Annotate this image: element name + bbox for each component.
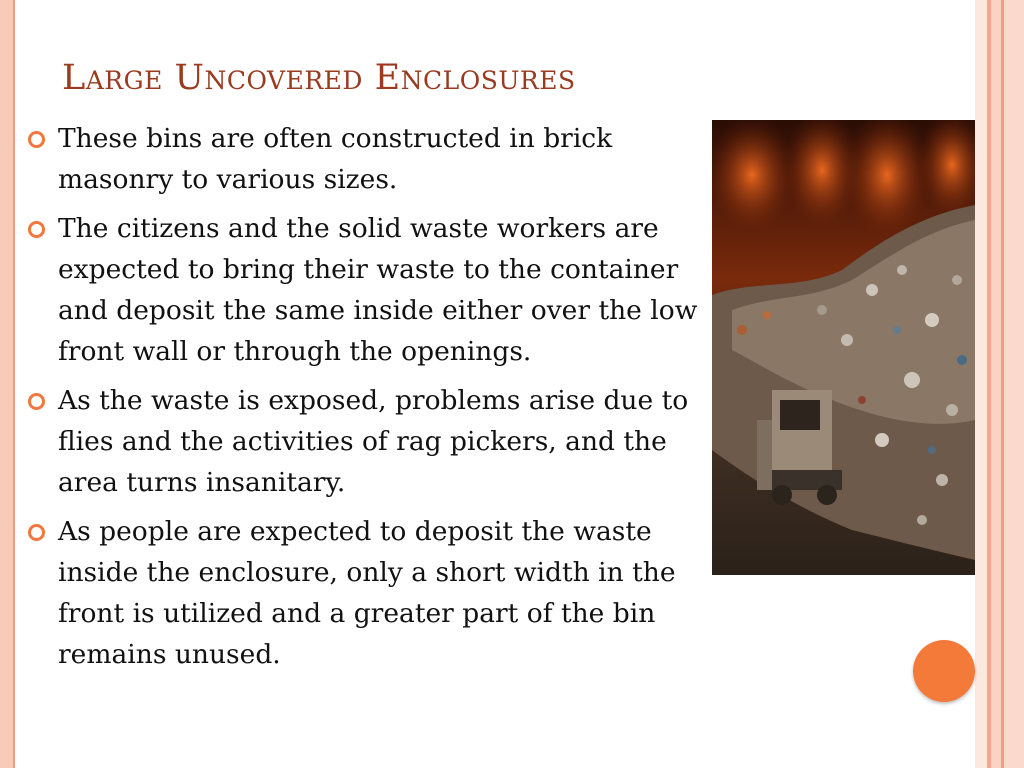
bullet-text: As people are expected to deposit the waste inside the enclosure, only a short width in the front is utilized and a greater part of the bin remains unused. [58, 516, 676, 670]
right-stripe-decoration [975, 0, 987, 768]
left-border-decoration [0, 0, 13, 768]
bullet-item [26, 208, 706, 372]
slide-title: Large Uncovered Enclosures [62, 58, 576, 98]
left-border-line [13, 0, 15, 768]
bullet-icon [28, 524, 45, 541]
bullet-icon [28, 131, 45, 148]
bullet-item [26, 511, 706, 675]
bullet-text: The citizens and the solid waste workers are expected to bring their waste to the container and deposit the same inside either over the low front wall or through the openings. [58, 213, 698, 367]
decorative-orange-circle [913, 640, 975, 702]
waste-dump-illustration [712, 120, 975, 575]
bullet-item [26, 118, 706, 200]
bullet-text: These bins are often constructed in brick masonry to various sizes. [58, 123, 613, 195]
waste-dump-photo [712, 120, 975, 575]
bullet-icon [28, 221, 45, 238]
right-stripe-decoration [1004, 0, 1024, 768]
bullet-item [26, 380, 706, 503]
right-stripe-decoration [991, 0, 1001, 768]
bullet-icon [28, 393, 45, 410]
bullet-list [26, 118, 706, 683]
bullet-text: As the waste is exposed, problems arise due to flies and the activities of rag pickers, and the area turns insanitary. [58, 385, 689, 498]
